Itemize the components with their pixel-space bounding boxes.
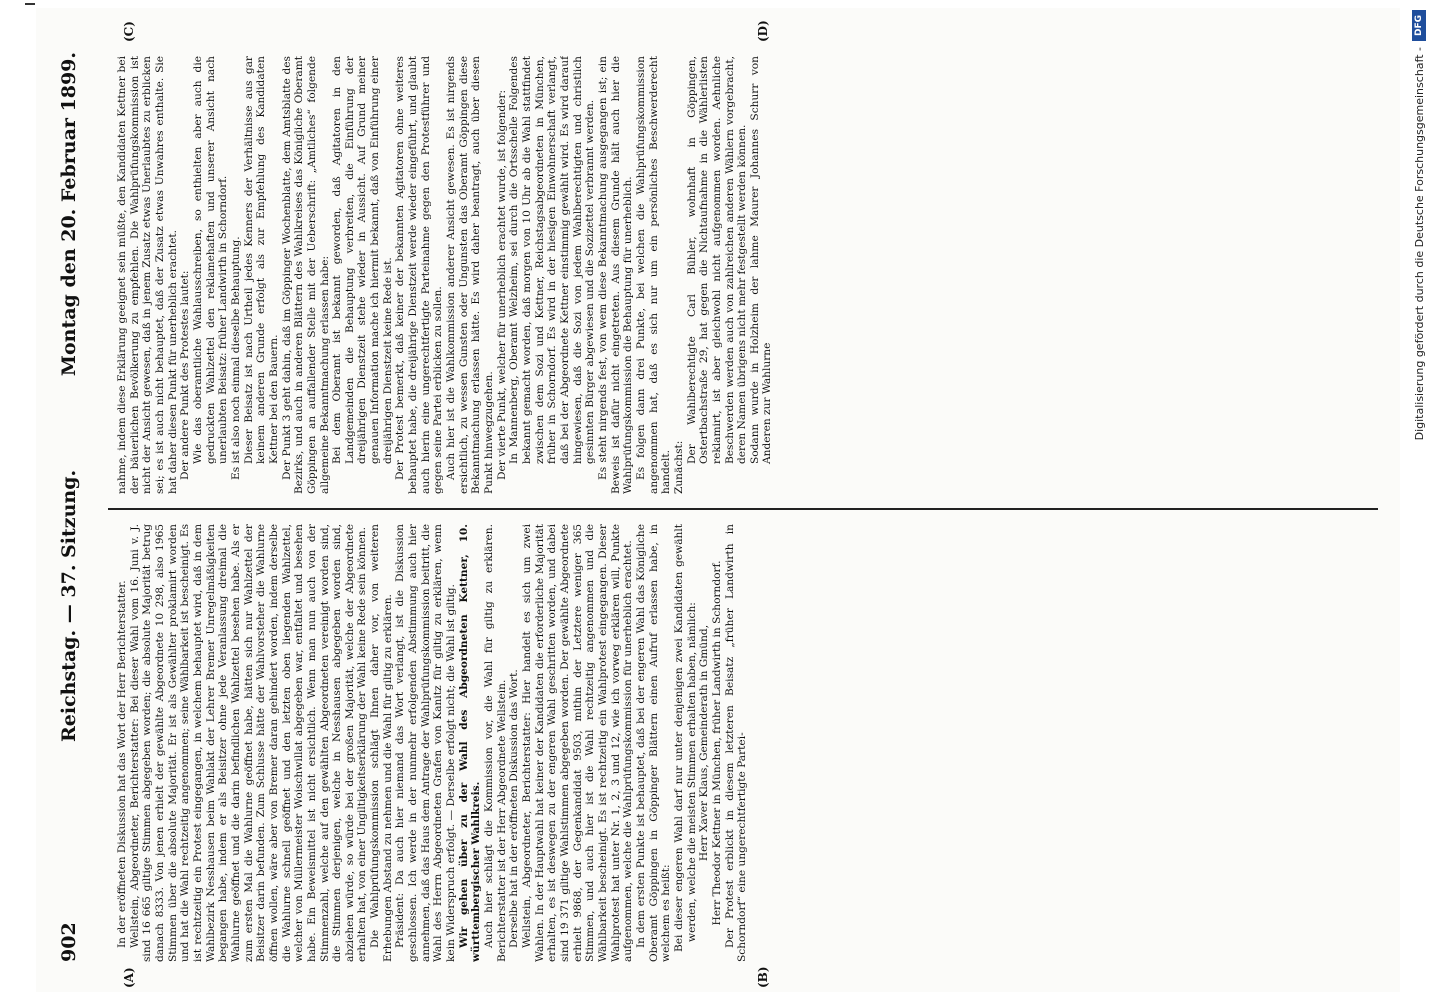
quoted-paragraph: Bei dem Oberamt ist bekannt geworden, daß Agitatoren in den Landgemeinden die Behauptung verbreiten, die Einführung der dreijährigen Dienstzeit stehe wieder in Aussicht. Auf Grund meiner genauen Information mache ich hiermit bekannt, daß von Einführung einer dreijährigen Dienstzeit keine Rede ist. [331, 56, 394, 464]
quoted-paragraph: Bei dieser engeren Wahl darf nur unter denjenigen zwei Kandidaten gewählt werden, welche die meisten Stimmen erhalten haben, nämlich: [672, 524, 698, 952]
quoted-line: Herr Theodor Kettner in München, früher Landwirth in Schorndorf. [710, 560, 723, 926]
quoted-line: Herr Xaver Klaus, Gemeinderath in Gmünd, [698, 624, 711, 862]
right-column [116, 56, 1378, 494]
paragraph: Präsident: Da auch hier niemand das Wort verlangt, ist die Diskussion geschlossen. Ich werde in der nunmehr erfolgenden Abstimmung auch hier annehmen, daß das Haus dem Antrage der Wahlprüfungskommission beitritt, die Wahl des Herrn Abgeordneten Grafen von Kanitz für giltig zu erklären, wenn kein Widerspruch erfolgt. — Derselbe erfolgt nicht; die Wahl ist giltig. [394, 524, 458, 962]
paragraph: Derselbe hat in der eröffneten Diskussion das Wort. [508, 669, 521, 948]
margin-marker-b: (B) [756, 966, 770, 988]
margin-marker-c: (C) [122, 21, 136, 42]
session-title: Reichstag. — 37. Sitzung. [58, 469, 80, 742]
paragraph: In dem ersten Punkte ist behauptet, daß bei der engeren Wahl das Königliche Oberamt Göppingen in Göppinger Blättern einen Aufruf erlassen habe, in welchem es heißt: [634, 524, 673, 962]
margin-marker-a: (A) [122, 967, 136, 988]
paragraph: Es ist also noch einmal dieselbe Behauptung. [229, 236, 242, 480]
paragraph: Die Wahlprüfungskommission schlägt Ihnen daher vor, von weiteren Erhebungen Abstand zu nehmen und die Wahl für giltig zu erklären. [369, 524, 394, 962]
paragraph: nahme, indem diese Erklärung geeignet sein müßte, den Kandidaten Kettner bei der bäuerlichen Bevölkerung zu empfehlen. Die Wahlprüfungskommission ist nicht der Ansicht gewesen, daß in jenem Zusatz etwas Unerlaubtes zu erblicken sei; es ist auch nicht behauptet, daß der Zusatz etwas Unwahres enthalte. Sie hat daher diesen Punkt für unerheblich erachtet. [116, 56, 179, 494]
paragraph: Wir gehen über zu der Wahl des Abgeordneten Kettner, 10. württembergischer Wahlkreis. [457, 524, 483, 962]
quoted-paragraph: Dieser Beisatz ist nach Urtheil jedes Kenners der Verhältnisse aus gar keinem anderen Grunde erfolgt als zur Empfehlung des Kandidaten Kettner bei den Bauern. [242, 56, 280, 464]
column-divider [108, 508, 1378, 510]
paragraph: Der Protest bemerkt, daß keiner der bekannten Agitatoren ohne weiteres behauptet habe, die dreijährige Dienstzeit werde wieder eingeführt, und glaubt auch hierin eine ungerechtfertigte Parteinahme gegen den Protestführer und gegen seine Partei erblicken zu sollen. [394, 56, 445, 494]
rotated-page [36, 8, 1400, 992]
margin-marker-d: (D) [756, 20, 770, 42]
page-number: 902 [58, 922, 80, 962]
page-header [58, 38, 92, 962]
paragraph: Der Protest erblickt in diesem letzteren Beisatz „früher Landwirth in Schorndorf“ eine ungerechtfertigte Partei- [723, 524, 749, 962]
paragraph: Auch hier schlägt die Kommission vor, die Wahl für giltig zu erklären. Berichterstatter ist der Herr Abgeordnete Wellstein. [483, 524, 508, 962]
quoted-paragraph: Der Wahlberechtigte Carl Bühler, wohnhaft in Göppingen, Ostertbachstraße 29, hat gegen die Nichtaufnahme in die Wählerlisten reklamirt, ist aber gleichwohl nicht aufgenommen worden. Aehnliche Beschwerden werden auch von zahlreichen anderen Wählern vorgebracht, deren Namen übrigens nicht mehr festgestellt werden können. [685, 56, 749, 464]
paragraph: Es steht nirgends fest, von wem diese Bekanntmachung ausgegangen ist; ein Beweis ist dafür nicht eingetreten. Aus diesem Grunde hält auch hier die Wahlprüfungskommission die Behauptung für unerheblich. [596, 56, 635, 494]
scan-tick-mark [25, 3, 35, 5]
digitization-note: Digitalisierung gefördert durch die Deutsche Forschungsgemeinschaft - [1412, 47, 1426, 441]
quoted-paragraph: Wie das oberamtliche Wahlausschreiben, so enthielten aber auch die gedruckten Wahlzettel den reklamehaften und unserer Ansicht nach unerlaubten Beisatz: früher Landwirth in Schorndorf. [191, 56, 230, 464]
paragraph: Wellstein, Abgeordneter, Berichterstatter: Hier handelt es sich um zwei Wahlen. In der Hauptwahl hat keiner der Kandidaten die erforderliche Majorität erhalten, es ist deswegen zu der engeren Wahl geschritten worden, und dabei sind 19 371 giltige Wahlstimmen abgegeben worden. Der gewählte Abgeordnete erhielt 9868, der Gegenkandidat 9503, mithin der Letztere weniger 365 Stimmen, und auch hier ist die Wahl rechtzeitig angenommen und die Wählbarkeit bescheinigt. Es ist rechtzeitig ein Wahlprotest eingegangen. Dieser Wahlprotest hat unter Nr. 1, 2, 3 und 12, wie ich vorweg erklären will, Punkte aufgenommen, welche die Wahlprüfungskommission für unerheblich erachtet. [521, 524, 635, 962]
paragraph: Zunächst: [672, 440, 685, 494]
dfg-logo: DFG [1412, 10, 1426, 41]
paragraph: Wellstein, Abgeordneter, Berichterstatter: Bei dieser Wahl vom 16. Juni v. J. sind 16 665 giltige Stimmen abgegeben worden; die absolute Majorität betrug danach 8333. Von jenen erhielt der gewählte Abgeordnete 10 298, also 1965 Stimmen über die absolute Majorität. Er ist als Gewählter proklamirt worden und hat die Wahl rechtzeitig angenommen; seine Wählbarkeit ist bescheinigt. Es ist rechtzeitig ein Protest eingegangen, in welchem behauptet wird, daß in dem Wahlbezirk Nesshausen beim Wahlakt der Lehrer Bremer Unregelmäßigkeiten begangen habe, indem er als Beisitzer ohne jede Veranlassung dreimal die Wahlurne geöffnet und die darin befindlichen Wahlzettel besehen habe. Als er zum ersten Mal die Wahlurne geöffnet habe, hätten sich nur Wahlzettel der Beisitzer darin befunden. Zum Schlusse hätte der Wahlvorsteher die Wahlurne öffnen wollen, wäre aber von Bremer daran gehindert worden, indem derselbe die Wahlurne schnell geöffnet und den letzten oben liegenden Wahlzettel, welcher von Müllermeister Woischwillat abgegeben war, entfaltet und besehen habe. Ein Beweismittel ist nicht ersichtlich. Wenn man nun auch von der Stimmenzahl, welche auf den gewählten Abgeordneten vereinigt worden sind, die Stimmen derjenigen, welche in Nesshausen abgegeben worden sind, abziehen würde, so würde bei der großen Majorität, welche der Abgeordnete erhalten hat, von einer Ungiltigkeitserklärung der Wahl keine Rede sein können. [128, 524, 369, 962]
scanned-page [36, 8, 1400, 992]
quoted-paragraph: Sodann wurde in Holzheim der lahme Maurer Johannes Schurr von Anderen zur Wahlurne [748, 56, 774, 464]
paragraph: Der andere Punkt des Protestes lautet: [179, 270, 192, 480]
paragraph: In der eröffneten Diskussion hat das Wort der Herr Berichterstatter. [116, 580, 128, 948]
digitization-sidebar [1405, 10, 1433, 970]
left-column [116, 524, 1378, 962]
page-date: Montag den 20. Februar 1899. [58, 52, 80, 377]
quoted-paragraph: In Mannenberg, Oberamt Welzheim, sei durch die Ortsschelle Folgendes bekannt gemacht worden, daß morgen von 10 Uhr ab die Wahl stattfindet zwischen dem Sozi und Kettner, Reichstagsabgeordneten in München, früher in Schorndorf. Es wird in der hiesigen Einwohnerschaft verlangt, daß bei der Abgeordnete Kettner einstimmig gewählt wird. Es wird darauf hingewiesen, daß die Sozi von jedem Wahlberechtigten und christlich gesinnten Bürger abgewiesen und die Sozizettel verbrannt werden. [508, 56, 597, 464]
paragraph: Auch hier ist die Wahlkommission anderer Ansicht gewesen. Es ist nirgends ersichtlich, zu wessen Gunsten oder Ungunsten das Oberamt Göppingen diese Bekanntmachung erlassen hätte. Es wird daher beantragt, auch über diesen Punkt hinwegzugehen. [445, 56, 496, 494]
paragraph: Der Punkt 3 geht dahin, daß im Göppinger Wochenblatte, dem Amtsblatte des Bezirks, und auch in anderen Blättern des Wahlkreises das Königliche Oberamt Göppingen an auffallender Stelle mit der Ueberschrift: „Amtliches“ folgende allgemeine Bekanntmachung erlassen habe: [280, 56, 331, 494]
paragraph: Es folgen dann drei Punkte, bei welchen die Wahlprüfungskommission angenommen hat, daß es sich nur um ein persönliches Beschwerderecht handelt. [634, 56, 673, 494]
paragraph: Der vierte Punkt, welcher für unerheblich erachtet wurde, ist folgender: [495, 89, 508, 480]
